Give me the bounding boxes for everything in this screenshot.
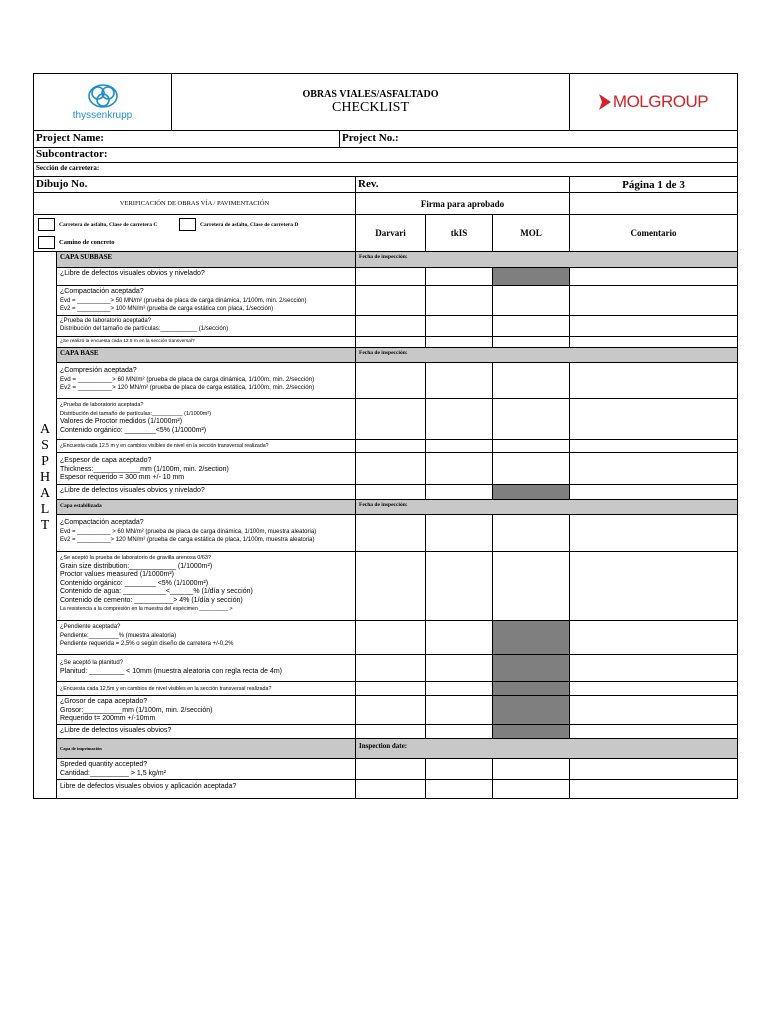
- col-darvari: Darvari: [356, 215, 426, 251]
- tkis-cell[interactable]: [426, 337, 493, 347]
- mol-cell-disabled: [493, 655, 570, 681]
- checkbox[interactable]: [38, 218, 55, 231]
- mol-cell-disabled: [493, 268, 570, 285]
- check-item: ¿Compactación aceptada? Evd = __________> 50 MN/m² (prueba de placa de carga dinámica, 1/100m, min. 2/sección) Ev2 = __________> 100 MN/m² (prueba de carga estática con placa, 1/sección): [57, 286, 737, 316]
- comment-cell[interactable]: [570, 655, 737, 681]
- mol-cell-disabled: [493, 485, 570, 499]
- comment-cell[interactable]: [570, 485, 737, 499]
- checkbox[interactable]: [38, 236, 55, 249]
- project-row: [34, 131, 737, 148]
- check-item: ¿Compresión aceptada? Evd = __________> 60 MN/m² (prueba de placa de carga dinámica, 1/100m, min. 2/sección) Ev2 = __________> 120 MN/m² (prueba de placa de carga estática, 1/100m, min. 2/sección): [57, 363, 737, 399]
- thyssenkrupp-emblem-icon: [86, 83, 120, 109]
- darvari-cell[interactable]: [356, 440, 426, 452]
- tkis-cell[interactable]: [426, 682, 493, 695]
- check-item: ¿Se aceptó la prueba de laboratorio de gravilla arenosa 0/63? Grain size distribution:____________ (1/1000m²) Proctor values measured (1/1000m²) Contenido orgánico: ________ <5% (1/1000m²) Contenido de agua: ___________<______% (1/día y sección) Contenido de cemento: __________> 4% (1/día y sección) La resistencia a la compresión en la muestra del espécimen __________ >: [57, 552, 737, 621]
- comment-cell[interactable]: [570, 268, 737, 285]
- mol-cell[interactable]: [493, 780, 570, 798]
- mol-cell[interactable]: [493, 552, 570, 620]
- section-header-subbase: CAPA SUBBASE Fecha de inspección:: [57, 252, 737, 268]
- subcontractor-row: [34, 148, 737, 163]
- check-item: ¿Libre de defectos visuales obvios?: [57, 725, 737, 739]
- comment-cell[interactable]: [570, 286, 737, 315]
- comment-cell[interactable]: [570, 780, 737, 798]
- comment-cell[interactable]: [570, 725, 737, 738]
- tkis-cell[interactable]: [426, 552, 493, 620]
- tkis-cell[interactable]: [426, 780, 493, 798]
- tkis-cell[interactable]: [426, 399, 493, 439]
- section-label: Sección de carretera:: [36, 164, 100, 172]
- mol-cell-disabled: [493, 682, 570, 695]
- road-type-options: [34, 215, 356, 251]
- rev-label: Rev.: [356, 177, 570, 192]
- darvari-cell[interactable]: [356, 399, 426, 439]
- comment-cell[interactable]: [570, 682, 737, 695]
- comment-cell[interactable]: [570, 316, 737, 336]
- comment-cell[interactable]: [570, 759, 737, 779]
- darvari-cell[interactable]: [356, 286, 426, 315]
- darvari-cell[interactable]: [356, 485, 426, 499]
- comment-cell[interactable]: [570, 696, 737, 724]
- verify-options-row: [34, 215, 737, 252]
- mol-cell[interactable]: [493, 759, 570, 779]
- check-item: Spreded quantity accepted? Cantidad:__________ > 1,5 kg/m²: [57, 759, 737, 780]
- project-name-label: Project Name:: [34, 131, 340, 147]
- asphalt-vertical-label: A S P H A L T: [39, 422, 51, 533]
- drawing-label: Dibujo No.: [34, 177, 356, 192]
- section-header-prime: Capa de imprimación Inspection date:: [57, 739, 737, 759]
- tkis-cell[interactable]: [426, 515, 493, 551]
- section-header-base: CAPA BASE Fecha de inspección:: [57, 348, 737, 363]
- darvari-cell[interactable]: [356, 337, 426, 347]
- tkis-cell[interactable]: [426, 316, 493, 336]
- empty-cell: [570, 193, 737, 214]
- darvari-cell[interactable]: [356, 696, 426, 724]
- comment-cell[interactable]: [570, 552, 737, 620]
- mol-cell-disabled: [493, 621, 570, 654]
- mol-cell[interactable]: [493, 316, 570, 336]
- thyssenkrupp-logo: [34, 74, 172, 130]
- mol-cell[interactable]: [493, 453, 570, 484]
- molgroup-logo: [570, 74, 737, 130]
- comment-cell[interactable]: [570, 440, 737, 452]
- thyssenkrupp-logo-text: thyssenkrupp: [72, 110, 133, 121]
- tkis-cell[interactable]: [426, 725, 493, 738]
- comment-cell[interactable]: [570, 399, 737, 439]
- col-tkis: tkIS: [426, 215, 493, 251]
- tkis-cell[interactable]: [426, 286, 493, 315]
- tkis-cell[interactable]: [426, 485, 493, 499]
- checkbox[interactable]: [179, 218, 196, 231]
- darvari-cell[interactable]: [356, 682, 426, 695]
- comment-cell[interactable]: [570, 337, 737, 347]
- darvari-cell[interactable]: [356, 363, 426, 398]
- tkis-cell[interactable]: [426, 621, 493, 654]
- mol-cell[interactable]: [493, 363, 570, 398]
- mol-cell[interactable]: [493, 440, 570, 452]
- mol-cell[interactable]: [493, 399, 570, 439]
- check-item: ¿Pendiente aceptada? Pendiente:_________% (muestra aleatoria) Pendiente requerida = 2,5% o según diseño de carretera +/-0,2%: [57, 621, 737, 655]
- page-label: Página 1 de 3: [622, 178, 685, 191]
- mol-cell[interactable]: [493, 515, 570, 551]
- subcontractor-label: Subcontractor:: [36, 148, 108, 160]
- project-no-label: Project No.:: [342, 132, 399, 144]
- tkis-cell[interactable]: [426, 759, 493, 779]
- check-item: ¿Prueba de laboratorio aceptada? Distribución del tamaño de partículas:___________ (1/sección): [57, 316, 737, 337]
- checklist-sheet: [33, 73, 738, 799]
- check-item: ¿Encuesta cada 12,5m y en cambios de nivel visibles en la sección transversal realizada?: [57, 682, 737, 696]
- tkis-cell[interactable]: [426, 363, 493, 398]
- check-item: ¿Espesor de capa aceptado? Thickness:____________mm (1/100m, min. 2/section) Espesor requerido = 300 mm +/- 10 mm: [57, 453, 737, 485]
- tkis-cell[interactable]: [426, 440, 493, 452]
- side-column: [34, 252, 57, 798]
- check-item: ¿Prueba de laboratorio aceptada? Distribución del tamaño de partículas:__________ (1/1000m²) Valores de Proctor medidos (1/1000m²) Contenido orgánico: ________<5% (1/1000m²): [57, 399, 737, 440]
- checklist-main: [57, 252, 737, 798]
- darvari-cell[interactable]: [356, 621, 426, 654]
- comment-cell[interactable]: [570, 363, 737, 398]
- check-item: ¿Se aceptó la planitud? Planitud: _________ < 10mm (muestra aleatoria con regla recta de 4m): [57, 655, 737, 682]
- comment-cell[interactable]: [570, 453, 737, 484]
- section-header-stabilized: Capa estabilizada Fecha de inspección:: [57, 500, 737, 515]
- darvari-cell[interactable]: [356, 316, 426, 336]
- option-concrete[interactable]: Camino de concreto: [38, 236, 114, 249]
- document-title: OBRAS VIALES/ASFALTADO: [302, 88, 439, 100]
- check-item: ¿Se realizó la encuesta cada 12.5 m en la sección transversal?: [57, 337, 737, 348]
- title-block: [172, 74, 570, 130]
- col-mol: MOL: [493, 215, 570, 251]
- check-item: ¿Compactación aceptada? Evd = __________ > 60 MN/m² (prueba de placa de carga dinámica, 1/100m, muestra aleatoria) Ev2 = __________> 120 MN/m² (prueba de carga estática de placa, 1/100m, muestra aleatoria): [57, 515, 737, 552]
- darvari-cell[interactable]: [356, 780, 426, 798]
- document-subtitle: CHECKLIST: [332, 99, 409, 115]
- mol-cell-disabled: [493, 696, 570, 724]
- darvari-cell[interactable]: [356, 552, 426, 620]
- darvari-cell[interactable]: [356, 759, 426, 779]
- darvari-cell[interactable]: [356, 453, 426, 484]
- col-comment: Comentario: [630, 228, 677, 238]
- section-row: [34, 163, 737, 177]
- darvari-cell[interactable]: [356, 268, 426, 285]
- tkis-cell[interactable]: [426, 696, 493, 724]
- darvari-cell[interactable]: [356, 655, 426, 681]
- comment-cell[interactable]: [570, 515, 737, 551]
- tkis-cell[interactable]: [426, 655, 493, 681]
- mol-cell[interactable]: [493, 286, 570, 315]
- tkis-cell[interactable]: [426, 268, 493, 285]
- drawing-row: [34, 177, 737, 193]
- mol-cell[interactable]: [493, 337, 570, 347]
- darvari-cell[interactable]: [356, 515, 426, 551]
- verify-title-row: [34, 193, 737, 215]
- molgroup-arrow-icon: [599, 94, 611, 110]
- check-item: ¿Libre de defectos visuales obvios y nivelado?: [57, 485, 737, 500]
- checklist-body: [34, 252, 737, 799]
- check-item: ¿Libre de defectos visuales obvios y nivelado?: [57, 268, 737, 286]
- tkis-cell[interactable]: [426, 453, 493, 484]
- verify-title: VERIFICACIÓN DE OBRAS VÍA / PAVIMENTACIÓN: [34, 193, 356, 214]
- check-item: ¿Grosor de capa aceptado? Grosor:__________mm (1/100m, min. 2/sección) Requerido t= 200mm +/-10mm: [57, 696, 737, 725]
- header-row: [34, 74, 737, 131]
- molgroup-logo-text: MOLGROUP: [612, 92, 709, 111]
- mol-cell-disabled: [493, 725, 570, 738]
- comment-cell[interactable]: [570, 621, 737, 654]
- darvari-cell[interactable]: [356, 725, 426, 738]
- approval-label: Firma para aprobado: [356, 193, 570, 214]
- check-item: Libre de defectos visuales obvios y aplicación aceptada?: [57, 780, 737, 798]
- option-asphalt-c[interactable]: Carretera de asfalto, Clase de carretera C: [38, 218, 157, 231]
- option-asphalt-d[interactable]: Carretera de asfalto, Clase de carretera D: [179, 218, 298, 231]
- check-item: ¿Encuesta cada 12.5 m y en cambios visibles de nivel en la sección transversal realizada?: [57, 440, 737, 453]
